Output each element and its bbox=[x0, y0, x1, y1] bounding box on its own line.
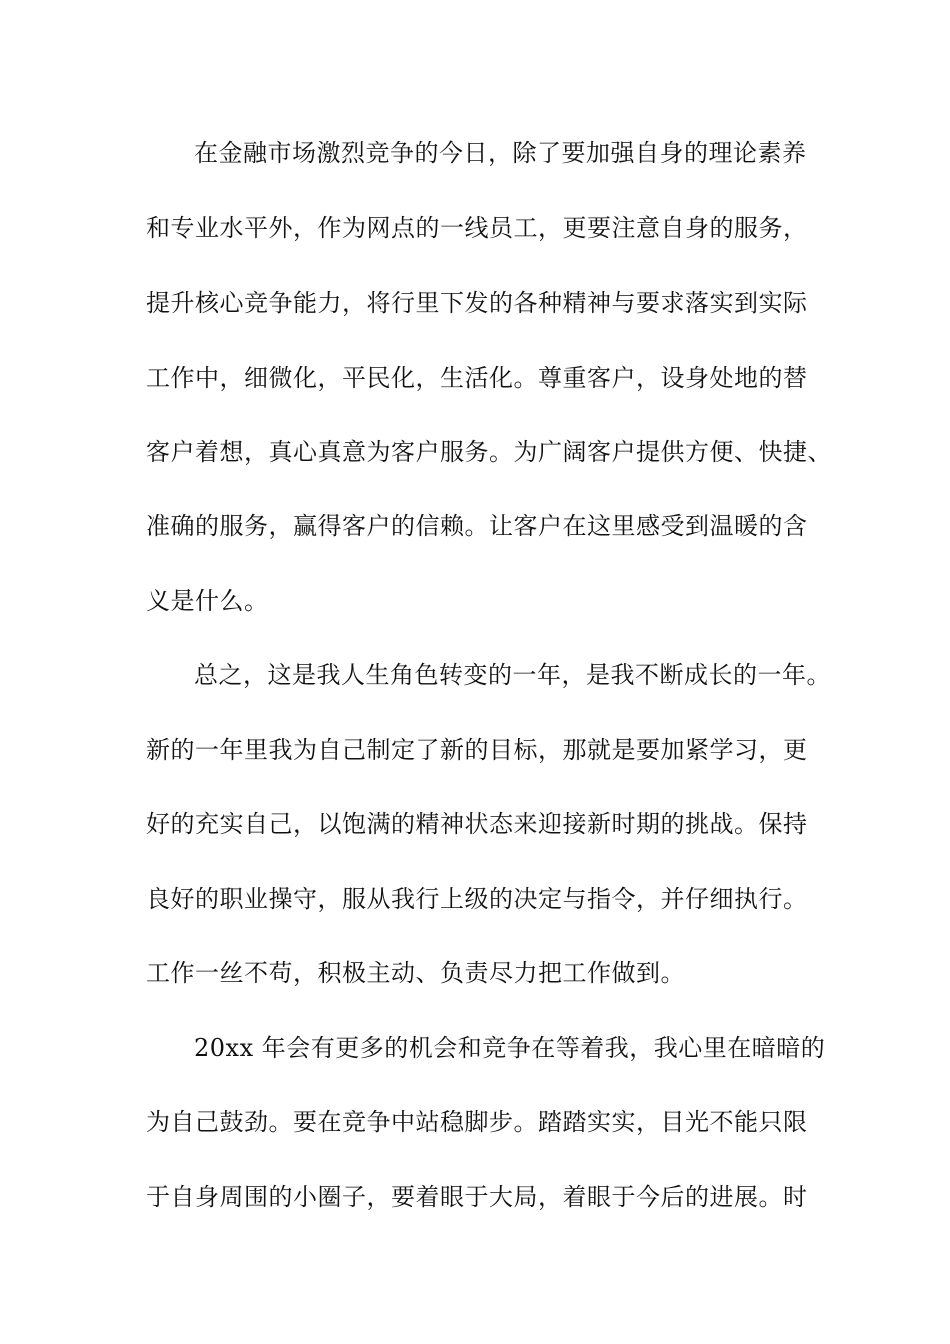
paragraph-3-line-1: 20xx 年会有更多的机会和竞争在等着我，我心里在暗暗的 bbox=[194, 1034, 826, 1062]
paragraph-1-line-5: 客户着想，真心真意为客户服务。为广阔客户提供方便、快捷、 bbox=[146, 438, 832, 466]
paragraph-3-line-2: 为自己鼓劲。要在竞争中站稳脚步。踏踏实实，目光不能只限 bbox=[146, 1108, 808, 1136]
paragraph-3-line-3: 于自身周围的小圈子，要着眼于大局，着眼于今后的进展。时 bbox=[146, 1183, 808, 1211]
paragraph-2-line-2: 新的一年里我为自己制定了新的目标，那就是要加紧学习，更 bbox=[146, 736, 808, 764]
paragraph-1-line-3: 提升核心竞争能力，将行里下发的各种精神与要求落实到实际 bbox=[146, 289, 808, 317]
paragraph-2-line-4: 良好的职业操守，服从我行上级的决定与指令，并仔细执行。 bbox=[146, 885, 808, 913]
paragraph-1-line-7: 义是什么。 bbox=[146, 587, 269, 615]
paragraph-2-line-3: 好的充实自己，以饱满的精神状态来迎接新时期的挑战。保持 bbox=[146, 810, 808, 838]
paragraph-1-line-6: 准确的服务，赢得客户的信赖。让客户在这里感受到温暖的含 bbox=[146, 512, 808, 540]
paragraph-2-line-1: 总之，这是我人生角色转变的一年，是我不断成长的一年。 bbox=[194, 661, 831, 689]
paragraph-1-line-4: 工作中，细微化，平民化，生活化。尊重客户，设身处地的替 bbox=[146, 364, 808, 392]
paragraph-2-line-5: 工作一丝不苟，积极主动、负责尽力把工作做到。 bbox=[146, 959, 685, 987]
paragraph-1-line-1: 在金融市场激烈竞争的今日，除了要加强自身的理论素养 bbox=[194, 139, 807, 167]
paragraph-1-line-2: 和专业水平外，作为网点的一线员工，更要注意自身的服务， bbox=[146, 214, 808, 242]
